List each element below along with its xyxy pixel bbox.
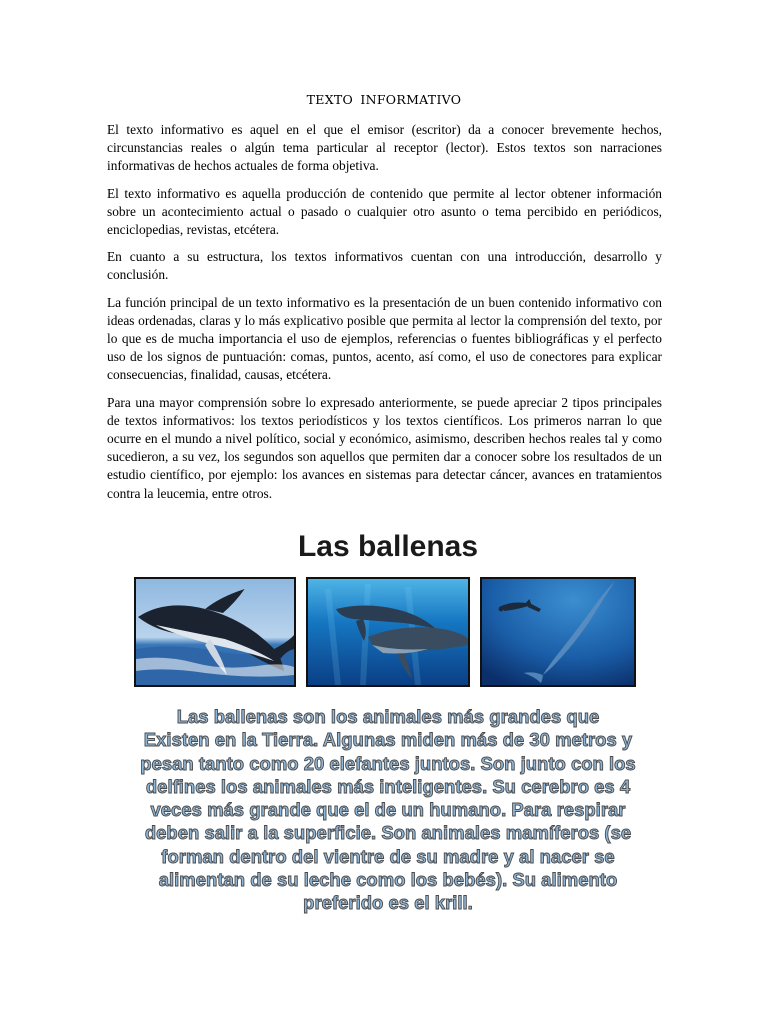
ballenas-title: Las ballenas <box>297 530 479 563</box>
description-line: pesan tanto como 20 elefantes juntos. Son junto con los <box>140 752 636 774</box>
description-line: forman dentro del vientre de su madre y al nacer se <box>161 845 615 867</box>
paragraph: La función principal de un texto informativo es la presentación de un buen contenido informativo con ideas ordenadas, claras y lo más explicativo posible que permita al lector la comprensión del texto, por lo que es de mucha importancia el uso de ejemplos, referencias o fuentes bibliográficas y el perfecto uso de los signos de puntuación: comas, puntos, acento, así como, el uso de conectores para explicar consecuencias, finalidad, causas, etcétera. <box>107 294 662 383</box>
description-line: delfines los animales más inteligentes. Su cerebro es 4 <box>145 775 631 797</box>
whale-illustration <box>136 579 294 685</box>
ballenas-description <box>140 705 636 915</box>
document-body <box>107 121 662 512</box>
document-title: TEXTO INFORMATIVO <box>306 92 462 107</box>
description-line: Las ballenas son los animales más grandes que <box>176 706 600 727</box>
description-line: veces más grande que el de un humano. Para respirar <box>150 799 626 821</box>
whale-illustration <box>308 579 468 685</box>
description-line: preferido es el krill. <box>303 892 473 914</box>
whale-illustration <box>482 579 634 685</box>
description-line: deben salir a la superficie. Son animales mamíferos (se <box>144 822 632 844</box>
diver-with-blue-whale-image <box>480 577 636 687</box>
paragraph: Para una mayor comprensión sobre lo expresado anteriormente, se puede apreciar 2 tipos principales de textos informativos: los textos periodísticos y los textos científicos. Los primeros narran lo que ocurre en el mundo a nivel político, social y económico, asimismo, describen hechos reales tal y como sucedieron, a su vez, los segundos son aquellos que permiten dar a conocer sobre los resultados de un estudio científico, por ejemplo: los avances en sistemas para detectar cáncer, avances en tratamientos contra la leucemia, entre otros. <box>107 394 662 501</box>
description-line: alimentan de su leche como los bebés). Su alimento <box>158 869 618 891</box>
paragraph: El texto informativo es aquella producción de contenido que permite al lector obtener información sobre un acontecimiento actual o pasado o cualquier otro asunto o tema percibido en periódicos, enciclopedias, revistas, etcétera. <box>107 185 662 238</box>
description-line: Existen en la Tierra. Algunas miden más de 30 metros y <box>143 729 633 751</box>
paragraph: El texto informativo es aquel en el que el emisor (escritor) da a conocer brevemente hechos, circunstancias reales o algún tema particular al receptor (lector). Estos textos son narraciones informativas de hechos actuales de forma objetiva. <box>107 122 662 174</box>
humpback-whales-underwater-image <box>306 577 470 687</box>
paragraph: En cuanto a su estructura, los textos informativos cuentan con una introducción, desarrollo y conclusión. <box>107 249 662 283</box>
humpback-whale-breaching-image <box>134 577 296 687</box>
